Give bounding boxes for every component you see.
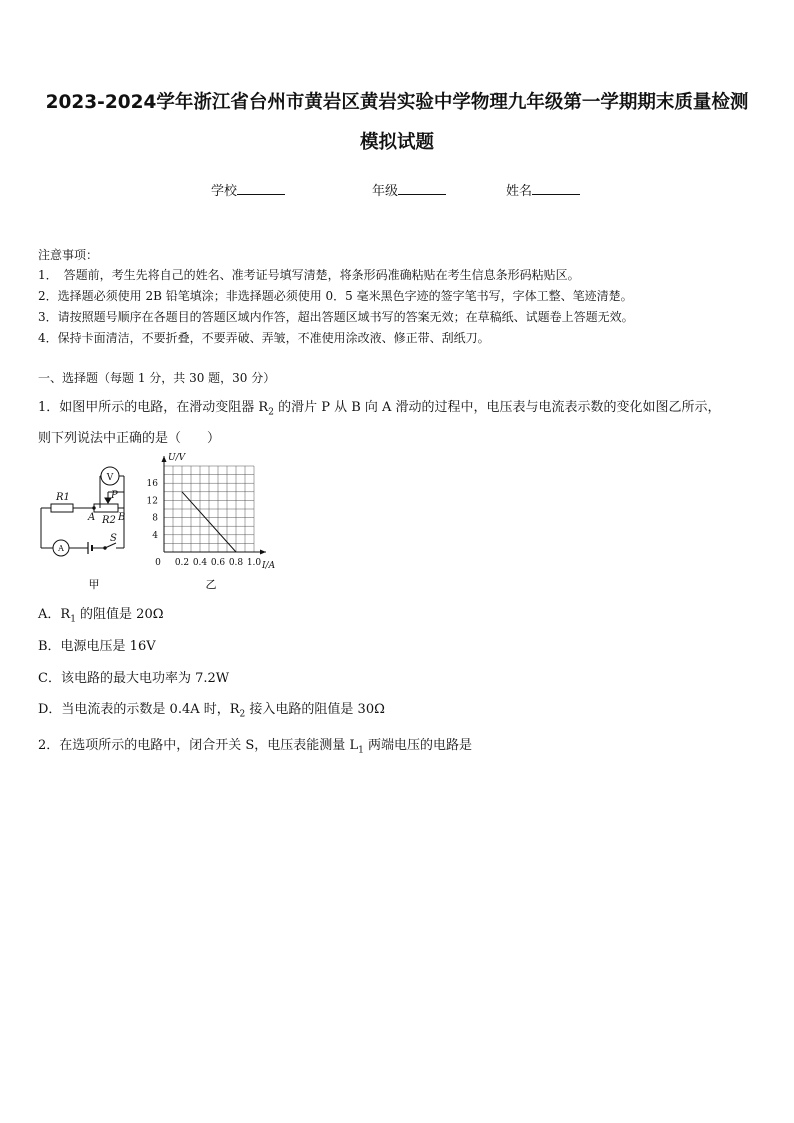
option-a-pre: A．R	[38, 607, 71, 622]
r1-label: R1	[56, 492, 70, 503]
x-tick-label: 0	[155, 558, 161, 568]
name-label: 姓名	[506, 184, 533, 199]
figure-svg	[36, 452, 286, 597]
option-d-post: 接入电路的阻值是 30Ω	[245, 702, 385, 717]
grade-field	[372, 180, 446, 199]
school-blank	[237, 182, 285, 195]
y-axis-label: U/V	[168, 453, 186, 463]
option-a-sub: 1	[70, 614, 76, 625]
school-label: 学校	[211, 184, 238, 199]
name-field	[506, 180, 580, 199]
switch-s-label: S	[110, 533, 117, 544]
slider-p-label: P	[111, 490, 118, 501]
section-heading: 一、选择题（每题 1 分，共 30 题，30 分）	[38, 371, 276, 385]
ui-graph	[147, 453, 276, 571]
y-axis-arrow	[162, 456, 167, 462]
question-1-figure	[36, 452, 286, 601]
option-a	[38, 603, 164, 625]
option-d	[38, 698, 385, 720]
q1-sub: 2	[268, 407, 274, 418]
r2-label: R2	[102, 515, 116, 526]
notice-heading: 注意事项：	[38, 248, 99, 262]
graph-caption: 乙	[205, 578, 217, 591]
q2-sub: 1	[358, 745, 364, 756]
option-a-post: 的阻值是 20Ω	[75, 607, 164, 622]
x-tick-label: 1.0	[246, 558, 262, 568]
name-blank	[532, 182, 580, 195]
question-2	[38, 734, 472, 756]
y-tick-label: 12	[146, 496, 158, 507]
page-subtitle: 模拟试题	[359, 132, 434, 153]
y-tick-label: 8	[152, 513, 158, 524]
school-field	[211, 180, 285, 199]
q1-text-b: 的滑片 P 从 B 向 A 滑动的过程中，电压表与电流表示数的变化如图乙所示，	[273, 400, 721, 415]
x-tick-label: 0.8	[228, 558, 244, 568]
r1-resistor	[51, 504, 73, 512]
y-tick-label: 16	[146, 479, 158, 490]
grade-blank	[398, 182, 446, 195]
voltmeter-label: V	[106, 473, 114, 483]
x-tick-label: 0.2	[174, 558, 190, 568]
q2-text-post: 两端电压的电路是	[363, 738, 472, 753]
notice-item-1: 1． 答题前，考生先将自己的姓名、准考证号填写清楚，将条形码准确粘贴在考生信息条形码粘贴区。	[38, 268, 580, 282]
option-d-pre: D．当电流表的示数是 0.4A 时，R	[38, 702, 240, 717]
end-b-label: B	[118, 512, 126, 523]
option-b: B．电源电压是 16V	[38, 639, 156, 654]
notice-item-2: 2．选择题必须使用 2B 铅笔填涂；非选择题必须使用 0．5 毫米黑色字迹的签字笔书写，字体工整、笔迹清楚。	[38, 289, 633, 303]
notice-item-4: 4．保持卡面清洁，不要折叠，不要弄破、弄皱，不准使用涂改液、修正带、刮纸刀。	[38, 331, 490, 345]
ammeter-label: A	[58, 544, 64, 553]
node-a	[93, 507, 95, 509]
question-1-line-2: 则下列说法中正确的是（ ）	[38, 431, 221, 446]
page-title: 2023-2024学年浙江省台州市黄岩区黄岩实验中学物理九年级第一学期期末质量检测	[45, 92, 749, 113]
option-d-sub: 2	[239, 709, 246, 720]
x-axis-label: I/A	[262, 561, 276, 571]
x-axis-arrow	[260, 550, 266, 555]
q1-text-a: 1．如图甲所示的电路，在滑动变阻器 R	[38, 400, 269, 415]
question-1-line-1	[38, 396, 721, 418]
y-tick-label: 4	[152, 530, 158, 541]
notice-item-3: 3．请按照题号顺序在各题目的答题区域内作答，超出答题区域书写的答案无效；在草稿纸、试题卷上答题无效。	[38, 310, 634, 324]
grade-label: 年级	[372, 184, 399, 199]
x-tick-label: 0.4	[192, 558, 208, 568]
circuit-caption: 甲	[88, 578, 100, 591]
x-tick-label: 0.6	[210, 558, 226, 568]
r2-rheostat	[94, 504, 118, 512]
end-a-label: A	[88, 512, 96, 523]
option-c: C．该电路的最大电功率为 7.2W	[38, 671, 230, 686]
q2-text-pre: 2．在选项所示的电路中，闭合开关 S，电压表能测量 L	[38, 738, 359, 753]
